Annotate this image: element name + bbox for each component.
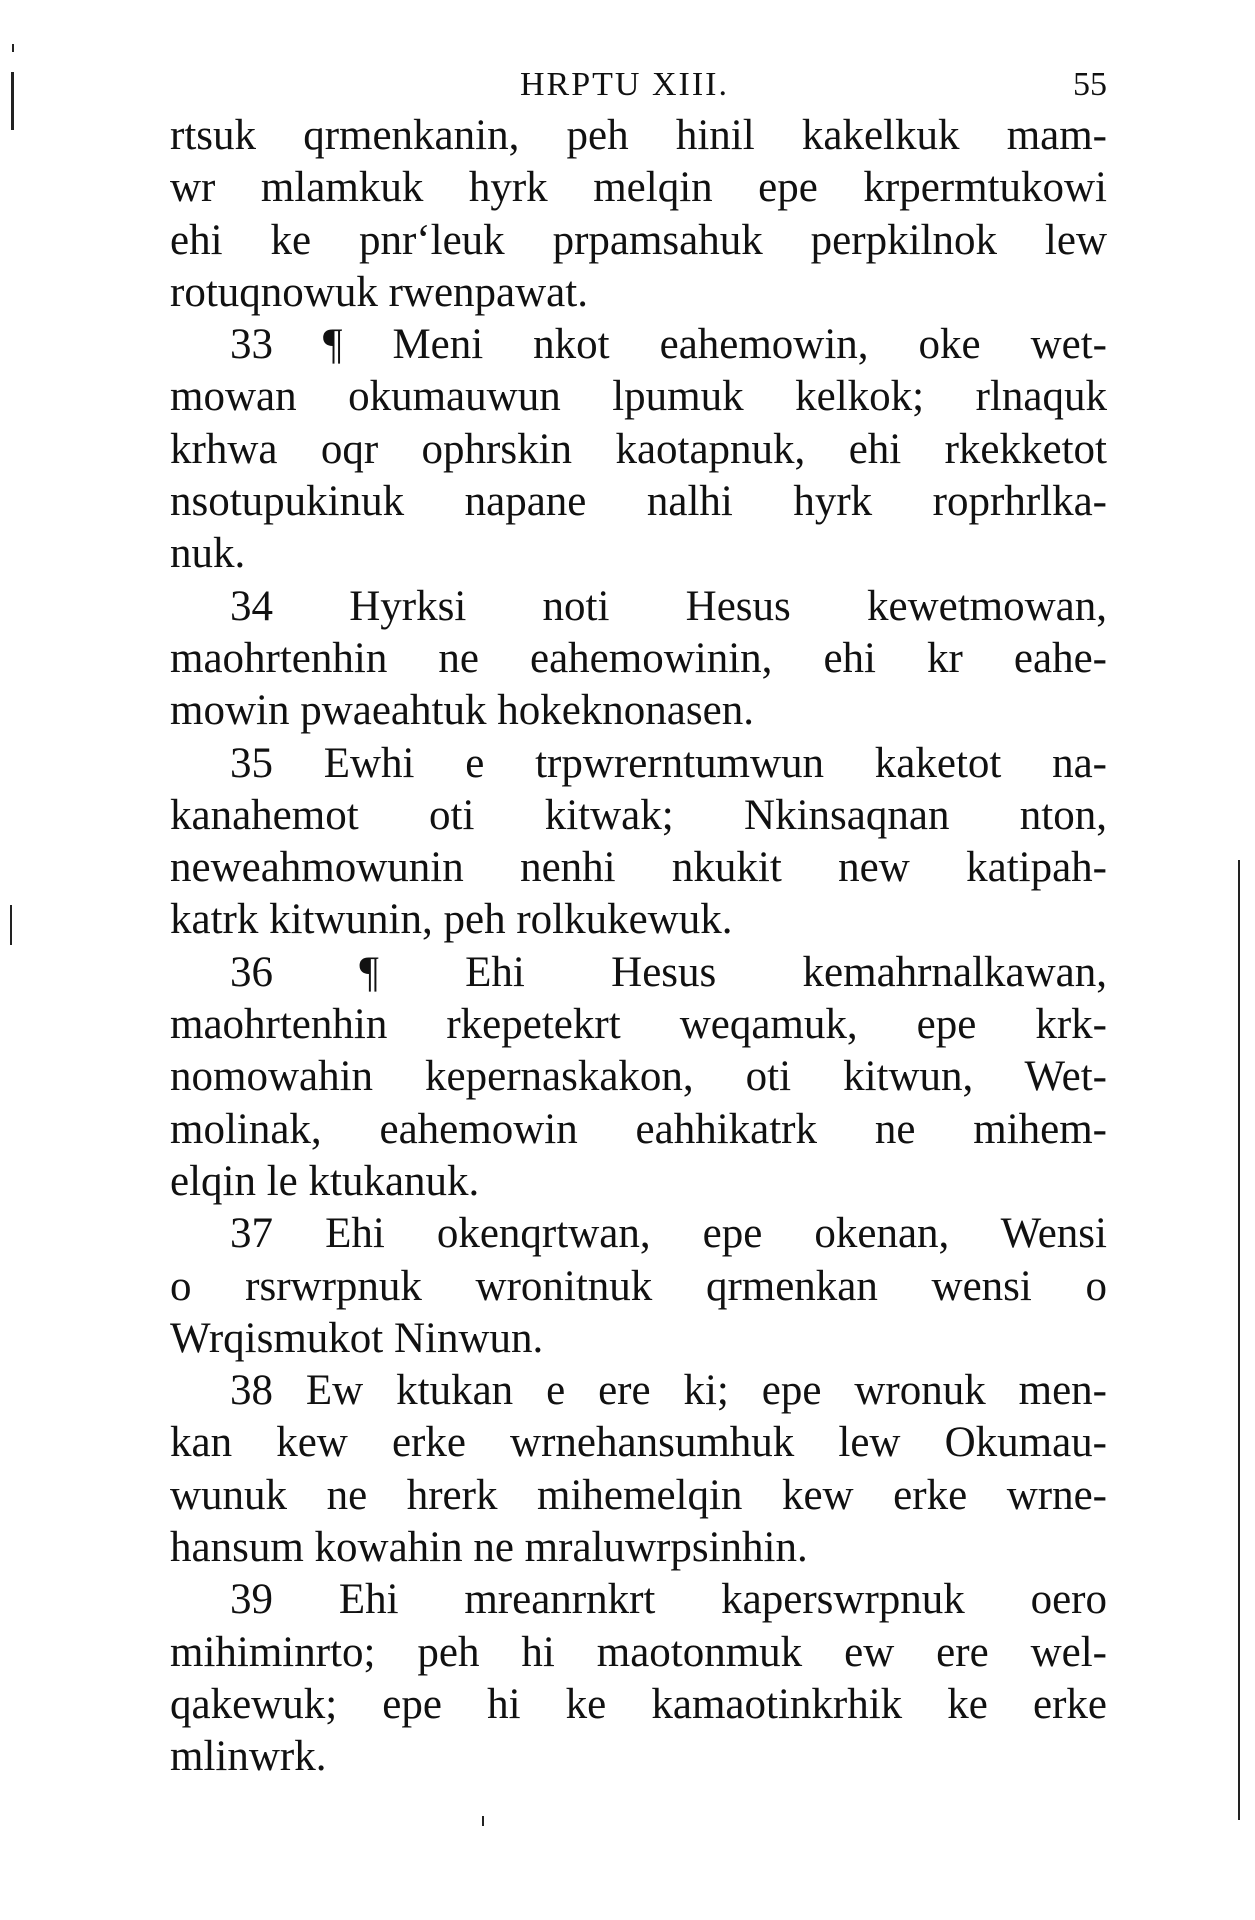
text-line: katrk kitwunin, peh rolkukewuk. (170, 896, 733, 944)
text-line: neweahmowunin nenhi nkukit new katipah- (170, 844, 1107, 892)
margin-mark (1238, 860, 1240, 1820)
text-line: o rsrwrpnuk wronitnuk qrmenkan wensi o (170, 1262, 1107, 1310)
running-title: HRPTU XIII. (520, 66, 729, 103)
verse-start-36: 36 ¶ Ehi Hesus kemahrnalkawan, (230, 948, 1107, 996)
text-line: elqin le ktukanuk. (170, 1157, 480, 1205)
text-line: qakewuk; epe hi ke kamaotinkrhik ke erke (170, 1680, 1107, 1728)
verse-start-38: 38 Ew ktukan e ere ki; epe wronuk men- (230, 1367, 1107, 1415)
text-line: nomowahin kepernaskakon, oti kitwun, Wet- (170, 1053, 1107, 1101)
text-line: nsotupukinuk napane nalhi hyrk roprhrlka- (170, 478, 1107, 526)
text-line: hansum kowahin ne mraluwrpsinhin. (170, 1524, 808, 1572)
verse-start-34: 34 Hyrksi noti Hesus kewetmowan, (230, 582, 1107, 630)
text-line: maohrtenhin ne eahemowinin, ehi kr eahe- (170, 634, 1107, 682)
text-line: krhwa oqr ophrskin kaotapnuk, ehi rkekketot (170, 425, 1107, 473)
page-number: 55 (1073, 66, 1107, 103)
text-line: ehi ke pnr‘leuk prpamsahuk perpkilnok lew (170, 216, 1107, 264)
text-line: mowan okumauwun lpumuk kelkok; rlnaquk (170, 373, 1107, 421)
text-line: rotuqnowuk rwenpawat. (170, 268, 588, 316)
margin-mark (11, 72, 14, 130)
verse-start-37: 37 Ehi okenqrtwan, epe okenan, Wensi (230, 1210, 1107, 1258)
text-line: mihiminrto; peh hi maotonmuk ew ere wel- (170, 1628, 1107, 1676)
text-line: wunuk ne hrerk mihemelqin kew erke wrne- (170, 1471, 1107, 1519)
page-header (170, 66, 1107, 110)
text-line: wr mlamkuk hyrk melqin epe krpermtukowi (170, 164, 1107, 212)
verse-start-35: 35 Ewhi e trpwrerntumwun kaketot na- (230, 739, 1107, 787)
text-line: kan kew erke wrnehansumhuk lew Okumau- (170, 1419, 1107, 1467)
body-text (170, 110, 1107, 1784)
text-line: nuk. (170, 530, 246, 578)
margin-mark (482, 1816, 484, 1826)
text-line: Wrqismukot Ninwun. (170, 1314, 544, 1362)
text-line: mlinwrk. (170, 1733, 327, 1781)
text-line: maohrtenhin rkepetekrt weqamuk, epe krk- (170, 1001, 1107, 1049)
margin-mark (12, 44, 14, 52)
margin-mark (10, 905, 12, 945)
verse-start-33: 33 ¶ Meni nkot eahemowin, oke wet- (230, 321, 1107, 369)
text-line: molinak, eahemowin eahhikatrk ne mihem- (170, 1105, 1107, 1153)
text-line: kanahemot oti kitwak; Nkinsaqnan nton, (170, 791, 1107, 839)
text-line: mowin pwaeahtuk hokeknonasen. (170, 687, 754, 735)
verse-start-39: 39 Ehi mreanrnkrt kaperswrpnuk oero (230, 1576, 1107, 1624)
text-line: rtsuk qrmenkanin, peh hinil kakelkuk mam- (170, 112, 1107, 159)
